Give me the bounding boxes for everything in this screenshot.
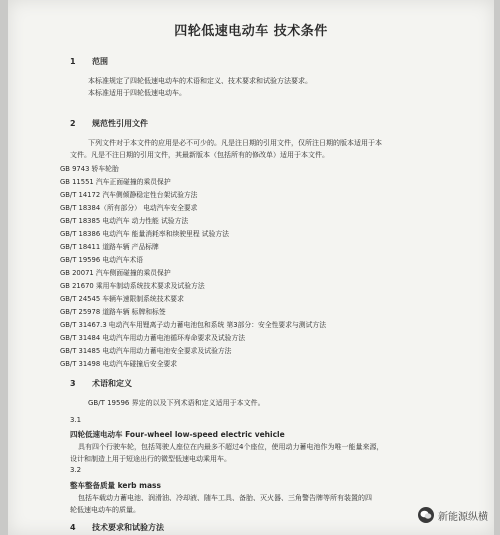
section-2-heading: 2 规范性引用文件 (70, 119, 148, 128)
ref-item: GB/T 31498 电动汽车碰撞后安全要求 (60, 360, 178, 368)
ref-item: GB/T 18384（所有部分） 电动汽车安全要求 (60, 204, 198, 212)
def-2-title: 整车整备质量 kerb mass (70, 481, 161, 490)
wechat-icon (418, 507, 434, 523)
def-2-text-line-1: 包括车载动力蓄电池、润滑油、冷却液、随车工具、备胎、灭火器、三角警告牌等所有装置的四 (78, 494, 372, 502)
def-1-number: 3.1 (70, 416, 82, 424)
refs-intro-line-1: 下列文件对于本文件的应用是必不可少的。凡是注日期的引用文件，仅所注日期的版本适用于本 (88, 139, 382, 147)
ref-item: GB/T 31467.3 电动汽车用锂离子动力蓄电池包和系统 第3部分：安全性要求与测试方法 (60, 321, 326, 329)
ref-item: GB 20071 汽车侧面碰撞的乘员保护 (60, 269, 171, 277)
ref-item: GB/T 18386 电动汽车 能量消耗率和续驶里程 试验方法 (60, 230, 229, 238)
section-4-heading: 4 技术要求和试验方法 (70, 523, 164, 532)
def-1-text-line-2: 设计和制造上用于短途出行的微型低速电动乘用车。 (70, 455, 231, 463)
document-title: 四轮低速电动车 技术条件 (174, 24, 328, 39)
ref-item: GB 11551 汽车正面碰撞的乘员保护 (60, 178, 171, 186)
def-2-text-line-2: 轮低速电动车的质量。 (70, 506, 140, 514)
scope-paragraph-2: 本标准适用于四轮低速电动车。 (88, 89, 186, 97)
watermark (418, 507, 488, 523)
def-2-number: 3.2 (70, 466, 82, 474)
def-1-text-line-1: 具有四个行驶车轮，包括驾驶人座位在内最多不超过4个座位，使用动力蓄电池作为唯一能量来源， (78, 443, 384, 451)
ref-item: GB/T 31485 电动汽车用动力蓄电池安全要求及试验方法 (60, 347, 232, 355)
watermark-text: 新能源纵横 (438, 511, 488, 523)
ref-item: GB/T 14172 汽车侧倾静稳定性台架试验方法 (60, 191, 198, 199)
scope-paragraph-1: 本标准规定了四轮低速电动车的术语和定义、技术要求和试验方法要求。 (88, 77, 312, 85)
ref-item: GB/T 25978 道路车辆 标牌和标签 (60, 308, 166, 316)
refs-intro-line-2: 文件。凡是不注日期的引用文件，其最新版本（包括所有的修改单）适用于本文件。 (70, 151, 329, 159)
ref-item: GB/T 18385 电动汽车 动力性能 试验方法 (60, 217, 189, 225)
ref-item: GB/T 31484 电动汽车用动力蓄电池循环寿命要求及试验方法 (60, 334, 246, 342)
document-page (8, 0, 494, 535)
defs-intro: GB/T 19596 界定的以及下列术语和定义适用于本文件。 (88, 399, 265, 407)
section-3-heading: 3 术语和定义 (70, 379, 132, 388)
ref-item: GB 9743 轿车轮胎 (60, 165, 119, 173)
ref-item: GB/T 24545 车辆车速限制系统技术要求 (60, 295, 184, 303)
ref-item: GB/T 18411 道路车辆 产品标牌 (60, 243, 159, 251)
section-1-heading: 1 范围 (70, 57, 108, 66)
ref-item: GB 21670 乘用车制动系统技术要求及试验方法 (60, 282, 205, 290)
def-1-title: 四轮低速电动车 Four-wheel low-speed electric vehicle (70, 430, 285, 439)
ref-item: GB/T 19596 电动汽车术语 (60, 256, 144, 264)
